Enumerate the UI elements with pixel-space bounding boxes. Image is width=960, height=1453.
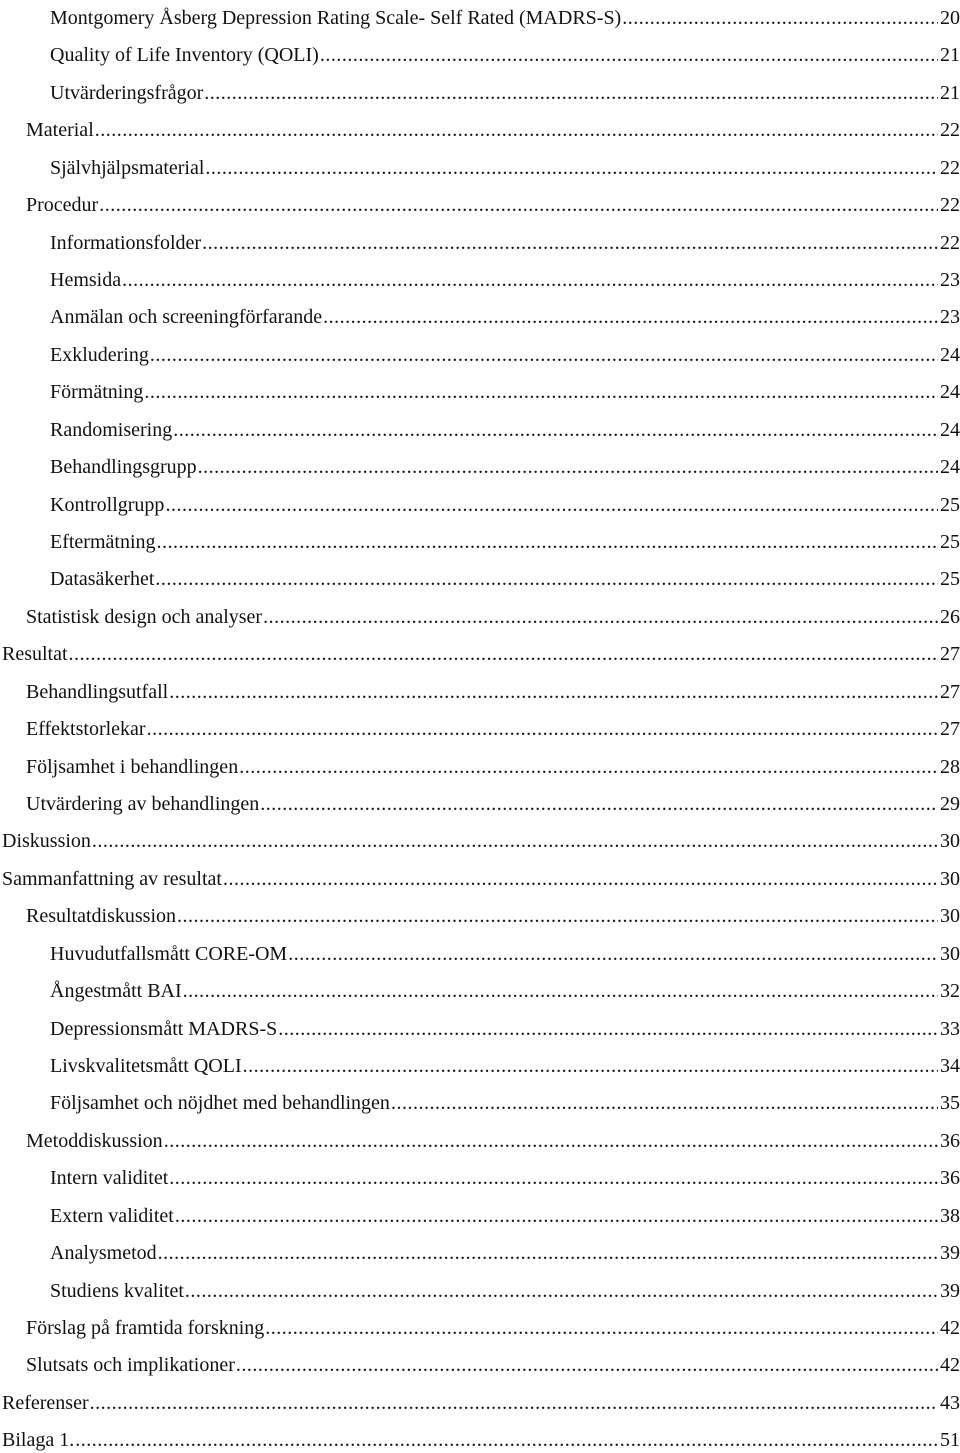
toc-entry[interactable] bbox=[0, 1347, 960, 1377]
toc-dot-leader bbox=[265, 1316, 938, 1340]
toc-dot-leader bbox=[175, 1204, 938, 1228]
toc-entry-page-number: 30 bbox=[940, 830, 960, 853]
toc-dot-leader bbox=[155, 567, 938, 591]
toc-entry-title: Referenser bbox=[2, 1391, 89, 1414]
toc-entry[interactable] bbox=[0, 561, 960, 591]
toc-entry-page-number: 23 bbox=[940, 306, 960, 329]
toc-entry-page-number: 24 bbox=[940, 381, 960, 404]
toc-dot-leader bbox=[204, 81, 938, 105]
toc-entry[interactable] bbox=[0, 524, 960, 554]
toc-dot-leader bbox=[150, 343, 938, 367]
toc-dot-leader bbox=[278, 1017, 938, 1041]
toc-dot-leader bbox=[263, 605, 938, 629]
toc-entry-title: Slutsats och implikationer bbox=[26, 1354, 235, 1377]
toc-dot-leader bbox=[243, 1054, 938, 1078]
toc-entry[interactable] bbox=[0, 75, 960, 105]
toc-dot-leader bbox=[147, 717, 938, 741]
toc-dot-leader bbox=[622, 6, 938, 30]
toc-entry[interactable] bbox=[0, 749, 960, 779]
toc-entry-page-number: 25 bbox=[940, 568, 960, 591]
toc-dot-leader bbox=[185, 1279, 938, 1303]
toc-entry-page-number: 24 bbox=[940, 418, 960, 441]
toc-entry-page-number: 24 bbox=[940, 456, 960, 479]
toc-entry[interactable] bbox=[0, 674, 960, 704]
toc-entry[interactable] bbox=[0, 711, 960, 741]
toc-dot-leader bbox=[69, 642, 938, 666]
toc-entry-page-number: 22 bbox=[940, 231, 960, 254]
toc-entry-title: Behandlingsutfall bbox=[26, 680, 169, 703]
toc-dot-leader bbox=[323, 305, 938, 329]
toc-dot-leader bbox=[183, 979, 938, 1003]
toc-dot-leader bbox=[391, 1091, 938, 1115]
toc-entry-page-number: 28 bbox=[940, 755, 960, 778]
toc-entry-page-number: 39 bbox=[940, 1242, 960, 1265]
toc-entry[interactable] bbox=[0, 374, 960, 404]
toc-entry-page-number: 30 bbox=[940, 905, 960, 928]
toc-dot-leader bbox=[239, 755, 938, 779]
toc-entry[interactable] bbox=[0, 1011, 960, 1041]
toc-entry-page-number: 27 bbox=[940, 680, 960, 703]
toc-entry[interactable] bbox=[0, 150, 960, 180]
toc-entry-page-number: 36 bbox=[940, 1129, 960, 1152]
toc-entry[interactable] bbox=[0, 112, 960, 142]
toc-entry-title: Effektstorlekar bbox=[26, 718, 146, 741]
toc-dot-leader bbox=[169, 680, 938, 704]
toc-dot-leader bbox=[99, 193, 938, 217]
toc-entry-title: Quality of Life Inventory (QOLI) bbox=[50, 44, 319, 67]
toc-entry[interactable] bbox=[0, 225, 960, 255]
toc-entry-title: Förmätning bbox=[50, 381, 144, 404]
toc-dot-leader bbox=[158, 1241, 938, 1265]
toc-dot-leader bbox=[260, 792, 938, 816]
toc-entry-title: Kontrollgrupp bbox=[50, 493, 165, 516]
toc-entry[interactable] bbox=[0, 37, 960, 67]
toc-dot-leader bbox=[92, 829, 938, 853]
toc-entry-title: Exkludering bbox=[50, 343, 149, 366]
toc-entry[interactable] bbox=[0, 487, 960, 517]
toc-dot-leader bbox=[177, 904, 938, 928]
toc-entry-page-number: 30 bbox=[940, 867, 960, 890]
toc-entry[interactable] bbox=[0, 898, 960, 928]
toc-entry-title: Utvärderingsfrågor bbox=[50, 81, 204, 104]
toc-entry-title: Självhjälpsmaterial bbox=[50, 156, 205, 179]
toc-entry-page-number: 26 bbox=[940, 605, 960, 628]
toc-entry-page-number: 35 bbox=[940, 1092, 960, 1115]
toc-entry-title: Utvärdering av behandlingen bbox=[26, 793, 260, 816]
toc-entry[interactable] bbox=[0, 412, 960, 442]
toc-entry[interactable] bbox=[0, 449, 960, 479]
toc-entry-page-number: 32 bbox=[940, 980, 960, 1003]
toc-entry[interactable] bbox=[0, 1235, 960, 1265]
toc-entry-title: Datasäkerhet bbox=[50, 568, 155, 591]
toc-entry[interactable] bbox=[0, 861, 960, 891]
toc-entry-page-number: 22 bbox=[940, 156, 960, 179]
toc-entry-title: Metoddiskussion bbox=[26, 1129, 163, 1152]
toc-dot-leader bbox=[198, 455, 938, 479]
toc-entry-title: Ångestmått BAI bbox=[50, 980, 182, 1003]
toc-entry-page-number: 39 bbox=[940, 1279, 960, 1302]
toc-entry[interactable] bbox=[0, 1310, 960, 1340]
toc-entry-title: Följsamhet i behandlingen bbox=[26, 755, 239, 778]
toc-entry-title: Randomisering bbox=[50, 418, 173, 441]
toc-entry-page-number: 36 bbox=[940, 1167, 960, 1190]
toc-entry-title: Anmälan och screeningförfarande bbox=[50, 306, 323, 329]
toc-dot-leader bbox=[75, 1428, 938, 1452]
toc-entry-page-number: 21 bbox=[940, 81, 960, 104]
toc-dot-leader bbox=[95, 118, 938, 142]
toc-entry[interactable] bbox=[0, 1422, 960, 1452]
toc-dot-leader bbox=[288, 942, 938, 966]
toc-entry-title: Resultatdiskussion bbox=[26, 905, 177, 928]
toc-entry[interactable] bbox=[0, 1160, 960, 1190]
toc-dot-leader bbox=[236, 1353, 938, 1377]
toc-entry-title: Extern validitet bbox=[50, 1204, 174, 1227]
toc-entry-page-number: 25 bbox=[940, 493, 960, 516]
toc-entry-title: Procedur bbox=[26, 194, 99, 217]
toc-entry[interactable] bbox=[0, 936, 960, 966]
toc-entry-page-number: 24 bbox=[940, 343, 960, 366]
toc-dot-leader bbox=[165, 493, 938, 517]
toc-entry-title: Behandlingsgrupp bbox=[50, 456, 197, 479]
toc-entry[interactable] bbox=[0, 1385, 960, 1415]
toc-dot-leader bbox=[202, 231, 938, 255]
toc-entry[interactable] bbox=[0, 636, 960, 666]
toc-dot-leader bbox=[157, 530, 938, 554]
toc-entry-page-number: 43 bbox=[940, 1391, 960, 1414]
toc-dot-leader bbox=[320, 43, 938, 67]
toc-entry[interactable] bbox=[0, 1273, 960, 1303]
toc-dot-leader bbox=[122, 268, 938, 292]
toc-entry[interactable] bbox=[0, 973, 960, 1003]
toc-entry-title: Huvudutfallsmått CORE-OM bbox=[50, 942, 288, 965]
toc-entry-page-number: 30 bbox=[940, 942, 960, 965]
toc-entry[interactable] bbox=[0, 187, 960, 217]
toc-dot-leader bbox=[164, 1129, 938, 1153]
toc-entry-page-number: 33 bbox=[940, 1017, 960, 1040]
toc-entry-page-number: 23 bbox=[940, 269, 960, 291]
toc-entry-page-number: 42 bbox=[940, 1317, 960, 1340]
toc-entry-title: Diskussion bbox=[2, 830, 91, 853]
toc-entry-page-number: 51 bbox=[940, 1429, 960, 1452]
toc-entry[interactable] bbox=[0, 1085, 960, 1115]
toc-entry[interactable] bbox=[0, 337, 960, 367]
toc-entry-title: Bilaga 1. bbox=[2, 1429, 75, 1452]
toc-entry-title: Resultat bbox=[2, 643, 68, 666]
toc-dot-leader bbox=[90, 1391, 938, 1415]
toc-entry-title: Intern validitet bbox=[50, 1167, 169, 1190]
toc-entry-page-number: 21 bbox=[940, 44, 960, 67]
toc-entry-page-number: 27 bbox=[940, 643, 960, 666]
toc-dot-leader bbox=[169, 1166, 938, 1190]
toc-entry[interactable] bbox=[0, 599, 960, 629]
toc-dot-leader bbox=[223, 867, 938, 891]
toc-entry[interactable] bbox=[0, 1048, 960, 1078]
toc-entry-title: Följsamhet och nöjdhet med behandlingen bbox=[50, 1092, 390, 1115]
toc-dot-leader bbox=[144, 380, 938, 404]
toc-entry-title: Livskvalitetsmått QOLI bbox=[50, 1055, 242, 1078]
toc-entry-page-number: 20 bbox=[940, 7, 960, 29]
toc-entry[interactable] bbox=[0, 823, 960, 853]
toc-entry-title: Studiens kvalitet bbox=[50, 1279, 184, 1302]
toc-entry-page-number: 25 bbox=[940, 531, 960, 554]
toc-entry-title: Sammanfattning av resultat bbox=[2, 867, 222, 890]
toc-entry-title: Analysmetod bbox=[50, 1242, 157, 1265]
toc-entry-page-number: 22 bbox=[940, 194, 960, 217]
toc-entry-title: Depressionsmått MADRS-S bbox=[50, 1017, 278, 1040]
toc-entry-title: Material bbox=[26, 119, 94, 142]
toc-entry-page-number: 29 bbox=[940, 793, 960, 816]
toc-entry-title: Montgomery Åsberg Depression Rating Scale- Self Rated (MADRS-S) bbox=[50, 7, 622, 29]
toc-entry-title: Statistisk design och analyser bbox=[26, 605, 263, 628]
toc-dot-leader bbox=[205, 156, 938, 180]
toc-entry-title: Eftermätning bbox=[50, 531, 156, 554]
toc-entry-title: Förslag på framtida forskning bbox=[26, 1317, 265, 1340]
toc-dot-leader bbox=[173, 418, 938, 442]
toc-entry-page-number: 38 bbox=[940, 1204, 960, 1227]
toc-entry-page-number: 27 bbox=[940, 718, 960, 741]
toc-entry[interactable] bbox=[0, 262, 960, 292]
toc-entry[interactable] bbox=[0, 0, 960, 30]
toc-entry-page-number: 42 bbox=[940, 1354, 960, 1377]
toc-entry[interactable] bbox=[0, 1123, 960, 1153]
toc-entry[interactable] bbox=[0, 786, 960, 816]
toc-entry[interactable] bbox=[0, 299, 960, 329]
toc-entry-title: Informationsfolder bbox=[50, 231, 202, 254]
toc-entry[interactable] bbox=[0, 1198, 960, 1228]
toc-entry-page-number: 22 bbox=[940, 119, 960, 142]
toc-entry-page-number: 34 bbox=[940, 1055, 960, 1078]
toc-entry-title: Hemsida bbox=[50, 269, 122, 291]
